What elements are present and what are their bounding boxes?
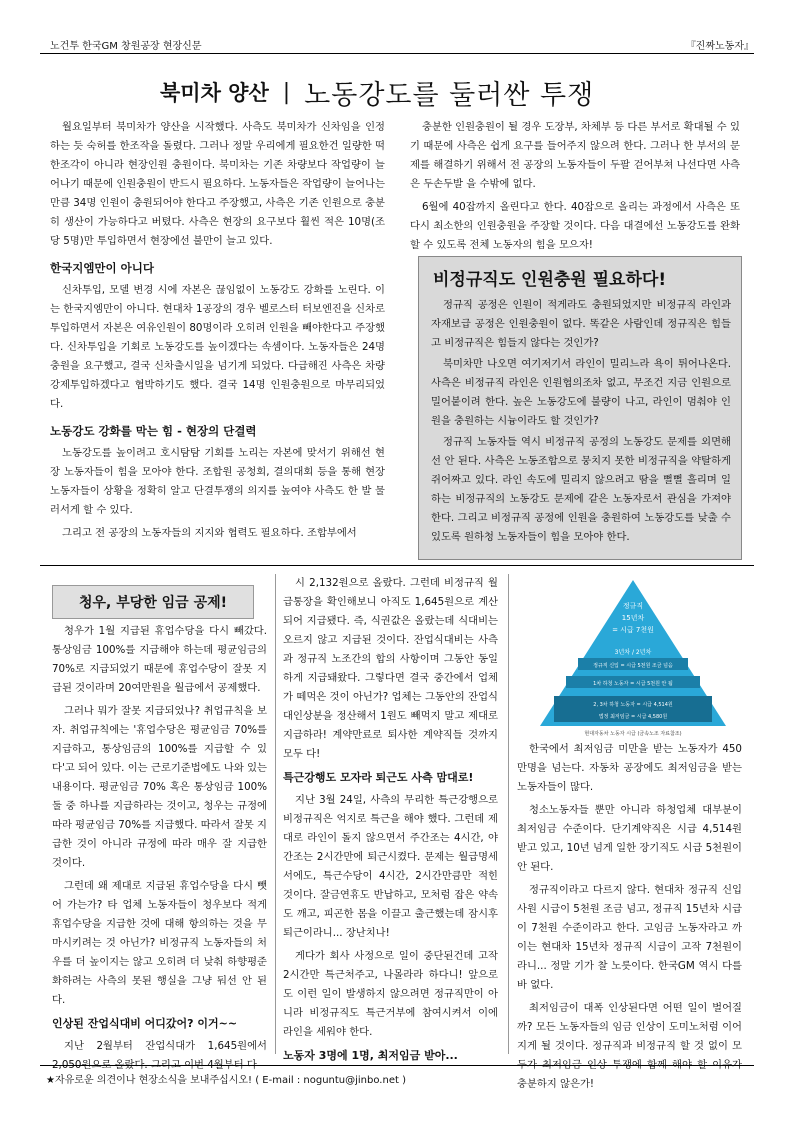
paragraph: 신차투입, 모델 변경 시에 자본은 끊임없이 노동강도 강화를 노린다. 이는 한국지엠만이 아니다. 현대차 1공장의 경우 벨로스터 터보엔진을 신차로 투입하면서 자본은 여유인원이 80명이라 오히려 인원을 빼야한다고 주장했다. 신차투입을 기회로 노동강도를 높이겠다는 속셈이다. 노동자들은 24명 충원을 요구했고, 결국 신차출시일을 넘기게 되었다. 다급해진 사측은 차량 강제투입하겠다고 협박하기도 했다. 결국 14명 인원충원으로 마무리되었다. [50, 284, 385, 410]
footer-contact: ★자유로운 의견이나 현장소식을 보내주십시오! ( E-mail : noguntu@jinbo.net ) [46, 1075, 406, 1086]
headline [160, 72, 640, 112]
box-title: 비정규직도 인원충원 필요하다! [433, 270, 667, 290]
paragraph: 청우가 1월 지급된 휴업수당을 다시 빼갔다. 통상임금 100%를 지급해야 하는데 평균임금의 70%로 지급되었기 때문에 휴업수당이 잘못 지급된 것이라며 20여만원을 월급에서 공제했다. [52, 625, 267, 694]
paragraph: 게다가 회사 사정으로 일이 중단된건데 고작 2시간만 특근처주고, 나몰라라 하다니! 앞으로도 이런 일이 발생하지 않으려면 정규직만이 아니라 비정규직도 특근거부에 참여시켜서 이에 라인을 세워야 한다. [283, 950, 498, 1038]
header-left: 노건투 한국GM 창원공장 현장신문 [50, 41, 202, 52]
paragraph: 한국에서 최저임금 미만을 받는 노동자가 450만명을 넘는다. 자동차 공장에도 최저임금을 받는 노동자들이 많다. [517, 743, 742, 793]
header-right: 『진짜노동자』 [685, 41, 754, 52]
paragraph: 6월에 40잡까지 올린다고 한다. 40잡으로 올리는 과정에서 사측은 또다시 최소한의 인원충원을 주장할 것이다. 다음 대결에선 노동강도를 완화할 수 있도록 전체 노동자의 힘을 모으자! [410, 201, 740, 251]
subheading: 인상된 잔업식대비 어디갔어? 이거~~ [52, 1017, 238, 1030]
paragraph: 정규직이라고 다르지 않다. 현대차 정규직 신입사원 시급이 5천원 조금 넘고, 정규직 15년차 시급이 7천원 수준이라고 한다. 고임금 노동자라고 까이는 현대차 15년차 정규직 시급이 고작 7천원이라니... 정말 기가 찰 노릇이다. 한국GM 역시 다를 바 없다. [517, 884, 742, 991]
footer-rule [40, 1065, 754, 1066]
irregular-worker-box [418, 256, 742, 560]
subheading: 노동강도 강화를 막는 힘 - 현장의 단결력 [50, 424, 257, 438]
pyramid-label: 정규직 신입 = 시급 5천원 조금 넘음 [593, 663, 673, 669]
paragraph: 지난 3월 24일, 사측의 무리한 특근강행으로 비정규직은 억지로 특근을 해야 했다. 그런데 제대로 라인이 돌지 않으면서 주간조는 4시간, 야간조는 2시간만에 퇴근시켰다. 문제는 월급명세서에도, 특근수당이 4시간, 2시간만큼만 적힌 것이다. 잘금연휴도 반납하고, 모처럼 잡은 약속도 깨고, 피곤한 몸을 이끌고 출근했는데 잠시후 퇴근이라니... 장난치나! [283, 794, 498, 939]
paragraph: 최저임금이 대폭 인상된다면 어떤 일이 벌어질까? 모든 노동자들의 임금 인상이 도미노처럼 이어지게 될 것이다. 정규직과 비정규직 할 것 없이 모두가 최저임금 인상 투쟁에 함께 해야 할 이유가 충분하지 않은가! [517, 1002, 742, 1090]
subheading: 특근강행도 모자라 퇴근도 사측 맘대로! [283, 771, 474, 784]
pyramid-label: 15년차 [621, 614, 645, 622]
column-rule [508, 574, 509, 1054]
paragraph: 북미차만 나오면 여기저기서 라인이 밀리느라 욕이 튀어나온다. 사측은 비정규직 라인은 인원협의조차 없고, 무조건 지금 인원으로 밀어붙이려 한다. 높은 노동강도에 불량이 나고, 라인이 멈춰야 인원을 충원하는 시늉이라도 할 것인가? [431, 358, 731, 427]
paragraph: 정규직 노동자들 역시 비정규직 공정의 노동강도 문제를 외면해선 안 된다. 사측은 노동조합으로 뭉치지 못한 비정규직을 약탈하게 쥐어짜고 있다. 라인 속도에 밀리지 않으려고 땀을 뻘뻘 흘리며 일하는 비정규직의 노동강도 문제에 같은 노동자로서 관심을 가져야 한다. 그리고 비정규직 공정에 인원을 충원하여 노동강도를 낮출 수 있도록 원하청 노동자들이 힘을 모아야 한다. [431, 436, 731, 543]
subheading: 한국지엠만이 아니다 [50, 261, 154, 275]
section-divider [40, 565, 754, 566]
wage-deduction-title-box: 청우, 부당한 임금 공제! [52, 585, 254, 619]
paragraph: 충분한 인원충원이 될 경우 도장부, 차체부 등 다른 부서로 확대될 수 있기 때문에 사측은 쉽게 요구를 들어주지 않으려 한다. 그러나 한 부서의 문제를 해결하기 위해서 전 공장의 노동자들이 두팔 걷어부쳐 나선다면 사측은 두손두발 을 수밖에 없다. [410, 121, 740, 190]
paragraph: 그런데 왜 제대로 지급된 휴업수당을 다시 뺏어 가는가? 타 업체 노동자들이 청우보다 적게 휴업수당을 지급한 것에 대해 항의하는 것을 무마시키려는 것 아닌가? 비정규직 노동자들의 처우를 더 높이지는 않고 오히려 더 낮춰 하향평준화하려는 사측의 못된 행실을 그냥 둬선 안 된다. [52, 880, 267, 1006]
article-left-column [50, 118, 385, 547]
box-text [419, 296, 741, 547]
paragraph: 그리고 전 공장의 노동자들의 지지와 협력도 필요하다. 조합부에서 [62, 527, 357, 539]
paragraph: 그러나 뭐가 잘못 지급되었나? 취업규칙을 보자. 취업규칙에는 '휴업수당은 평균임금 70%를 지급하고, 통상임금의 100%를 지급할 수 있다'고 되어 있다. 이는 근로기준법에도 나와 있는 내용이다. 평균임금 70% 혹은 통상임금 100% 둘 중 하나를 지급하라는 것이고, 청우는 규정에 따라 평균임금 70%를 지급했다. 따라서 잘못 지급한 것이 아니라 규정에 따라 매우 잘 지급한 것이다. [52, 705, 267, 869]
pyramid-label: 정규직 [622, 602, 644, 610]
paragraph: 시 2,132원으로 올랐다. 그런데 비정규직 월급통장을 확인해보니 아직도 1,645원으로 계산되어 지급됐다. 즉, 식권값은 올랐는데 식대비는 오르지 않고 지급된 것이다. 잔업식대비는 사측과 정규직 노조간의 합의 사항이며 그동안 동일하게 지급돼왔다. 그렇다면 결국 중간에서 업체가 떼먹은 것이 아닌가? 업체는 그동안의 잔업식대인상분을 정산해서 1원도 빼먹지 말고 제대로 지급하라! 계약만료로 퇴사한 계약직들 것까지 모두 다! [283, 577, 498, 760]
paragraph: 지난 2월부터 잔업식대가 1,645원에서 2,050원으로 올랐다. 그리고 이번 4월부터 다 [52, 1040, 267, 1071]
wage-pyramid-graphic [538, 578, 728, 738]
bottom-column-3 [517, 740, 742, 1098]
headline-separator: | [282, 79, 291, 105]
bottom-column-2 [283, 574, 498, 1069]
pyramid-label: = 시급 7천원 [612, 626, 654, 634]
header-rule [40, 53, 754, 54]
paragraph: 노동강도를 높이려고 호시탐탐 기회를 노리는 자본에 맞서기 위해선 현장 노동자들이 힘을 모아야 한다. 조합원 공청회, 결의대회 등을 통해 현장노동자들이 상황을 정확히 알고 단결투쟁의 의지를 높여야 사측도 한 발 물러서게 할 수 있다. [50, 447, 385, 516]
pyramid-label: 법정 최저임금 = 시급 4,580원 [598, 714, 668, 720]
column-rule [275, 574, 276, 1054]
paragraph: 월요일부터 북미차가 양산을 시작했다. 사측도 북미차가 신차임을 인정하는 듯 숙허를 한조작을 돌렸다. 그러나 정말 우리에게 필요한건 일량한 떡 한조각이 아니라 현장인원 충원이다. 북미차는 기존 차량보다 작업량이 늘어나기 때문에 인원충원이 반드시 필요하다. 노동자들은 작업량이 늘어나는 만큼 34명 인원이 충원되어야 한다고 주장했고, 사측은 기존 인원으로 충분히 생산이 가능하다고 버텼다. 사측은 현장의 요구보다 훨씬 적은 10명(조당 5명)만 투입하면서 현장에선 불만이 늘고 있다. [50, 121, 385, 247]
headline-topic: 북미차 양산 [160, 81, 269, 105]
headline-title: 노동강도를 둘러싼 투쟁 [304, 79, 595, 111]
pyramid-label: 3년차 / 2년차 [614, 649, 652, 656]
subheading: 노동자 3명에 1명, 최저임금 받아... [283, 1049, 458, 1062]
pyramid-caption: 현대자동차 노동자 시급 (금속노조 자료참조) [584, 731, 682, 737]
paragraph: 청소노동자들 뿐만 아니라 하청업체 대부분이 최저임금 수준이다. 단기계약직은 시급 4,514원 받고 있고, 10년 넘게 일한 장기직도 시급 5천원이 안 된다. [517, 804, 742, 873]
bottom-column-1 [52, 622, 267, 1079]
pyramid-label: 2, 3차 하청 노동자 = 시급 4,514원 [593, 702, 673, 708]
paragraph: 정규직 공정은 인원이 적게라도 충원되었지만 비정규직 라인과 자재보급 공정은 인원충원이 없다. 똑같은 사람인데 정규직은 힘들고 비정규직은 힘들지 않다는 것인가? [431, 299, 731, 349]
article-right-column [410, 118, 740, 259]
pyramid-label: 1차 하청 노동자 = 시급 5천원 안 됨 [593, 681, 673, 687]
